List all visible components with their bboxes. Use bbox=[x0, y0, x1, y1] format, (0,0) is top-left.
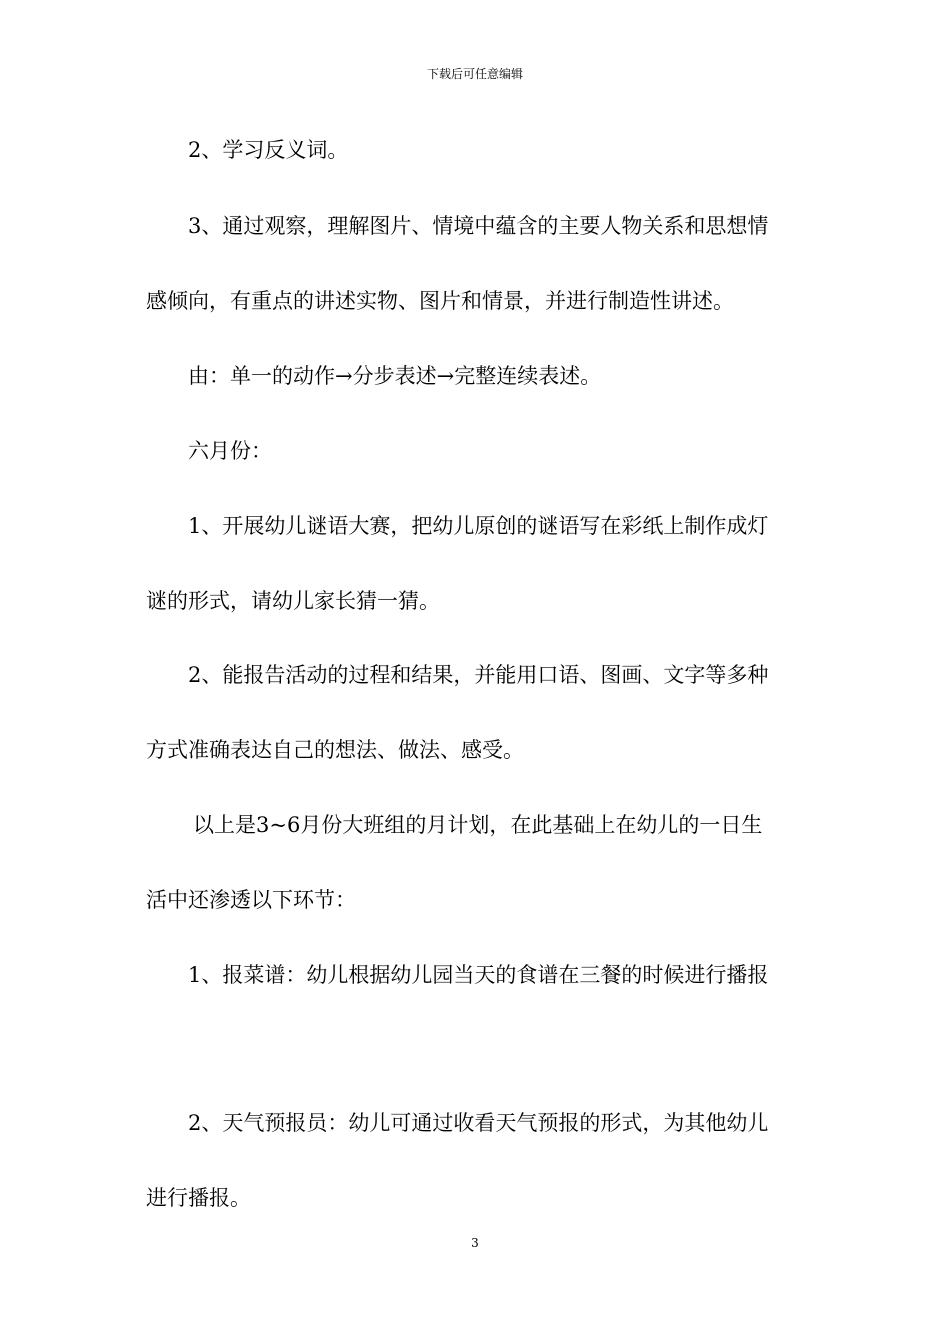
text-line-content: 1、开展幼儿谜语大赛，把幼儿原创的谜语写在彩纸上制作成灯 bbox=[188, 514, 769, 538]
text-line-content: 2、天气预报员：幼儿可通过收看天气预报的形式，为其他幼儿 bbox=[188, 1111, 769, 1135]
text-line bbox=[0, 885, 950, 915]
text-line-content: 活中还渗透以下环节： bbox=[146, 888, 356, 912]
text-line bbox=[0, 286, 950, 316]
text-line bbox=[0, 1108, 950, 1138]
text-line-content: 方式准确表达自己的想法、做法、感受。 bbox=[146, 738, 524, 762]
text-line bbox=[0, 660, 950, 690]
page-number: 3 bbox=[471, 1236, 479, 1250]
text-line bbox=[0, 511, 950, 541]
text-line-content: 2、学习反义词。 bbox=[188, 138, 349, 162]
text-line-content: 感倾向，有重点的讲述实物、图片和情景，并进行制造性讲述。 bbox=[146, 289, 734, 313]
text-line bbox=[0, 1183, 950, 1213]
text-line-content: 以上是3~6月份大班组的月计划，在此基础上在幼儿的一日生 bbox=[193, 813, 763, 837]
text-line-content: 1、报菜谱：幼儿根据幼儿园当天的食谱在三餐的时候进行播报 bbox=[188, 963, 769, 987]
text-line bbox=[0, 960, 950, 990]
page-header: 下载后可任意编辑 bbox=[426, 67, 523, 81]
text-line bbox=[0, 810, 950, 840]
text-line-content: 进行播报。 bbox=[146, 1186, 251, 1210]
text-line bbox=[0, 211, 950, 241]
text-line-content: 由：单一的动作→分步表述→完整连续表述。 bbox=[188, 364, 602, 388]
text-line-content: 六月份： bbox=[188, 439, 272, 463]
text-line bbox=[0, 586, 950, 616]
text-line-content: 3、通过观察，理解图片、情境中蕴含的主要人物关系和思想情 bbox=[188, 214, 769, 238]
text-line-content: 谜的形式，请幼儿家长猜一猜。 bbox=[146, 589, 440, 613]
text-line bbox=[0, 735, 950, 765]
text-line bbox=[0, 361, 950, 391]
text-line-content: 2、能报告活动的过程和结果，并能用口语、图画、文字等多种 bbox=[188, 663, 769, 687]
text-line bbox=[0, 135, 950, 165]
text-line bbox=[0, 436, 950, 466]
